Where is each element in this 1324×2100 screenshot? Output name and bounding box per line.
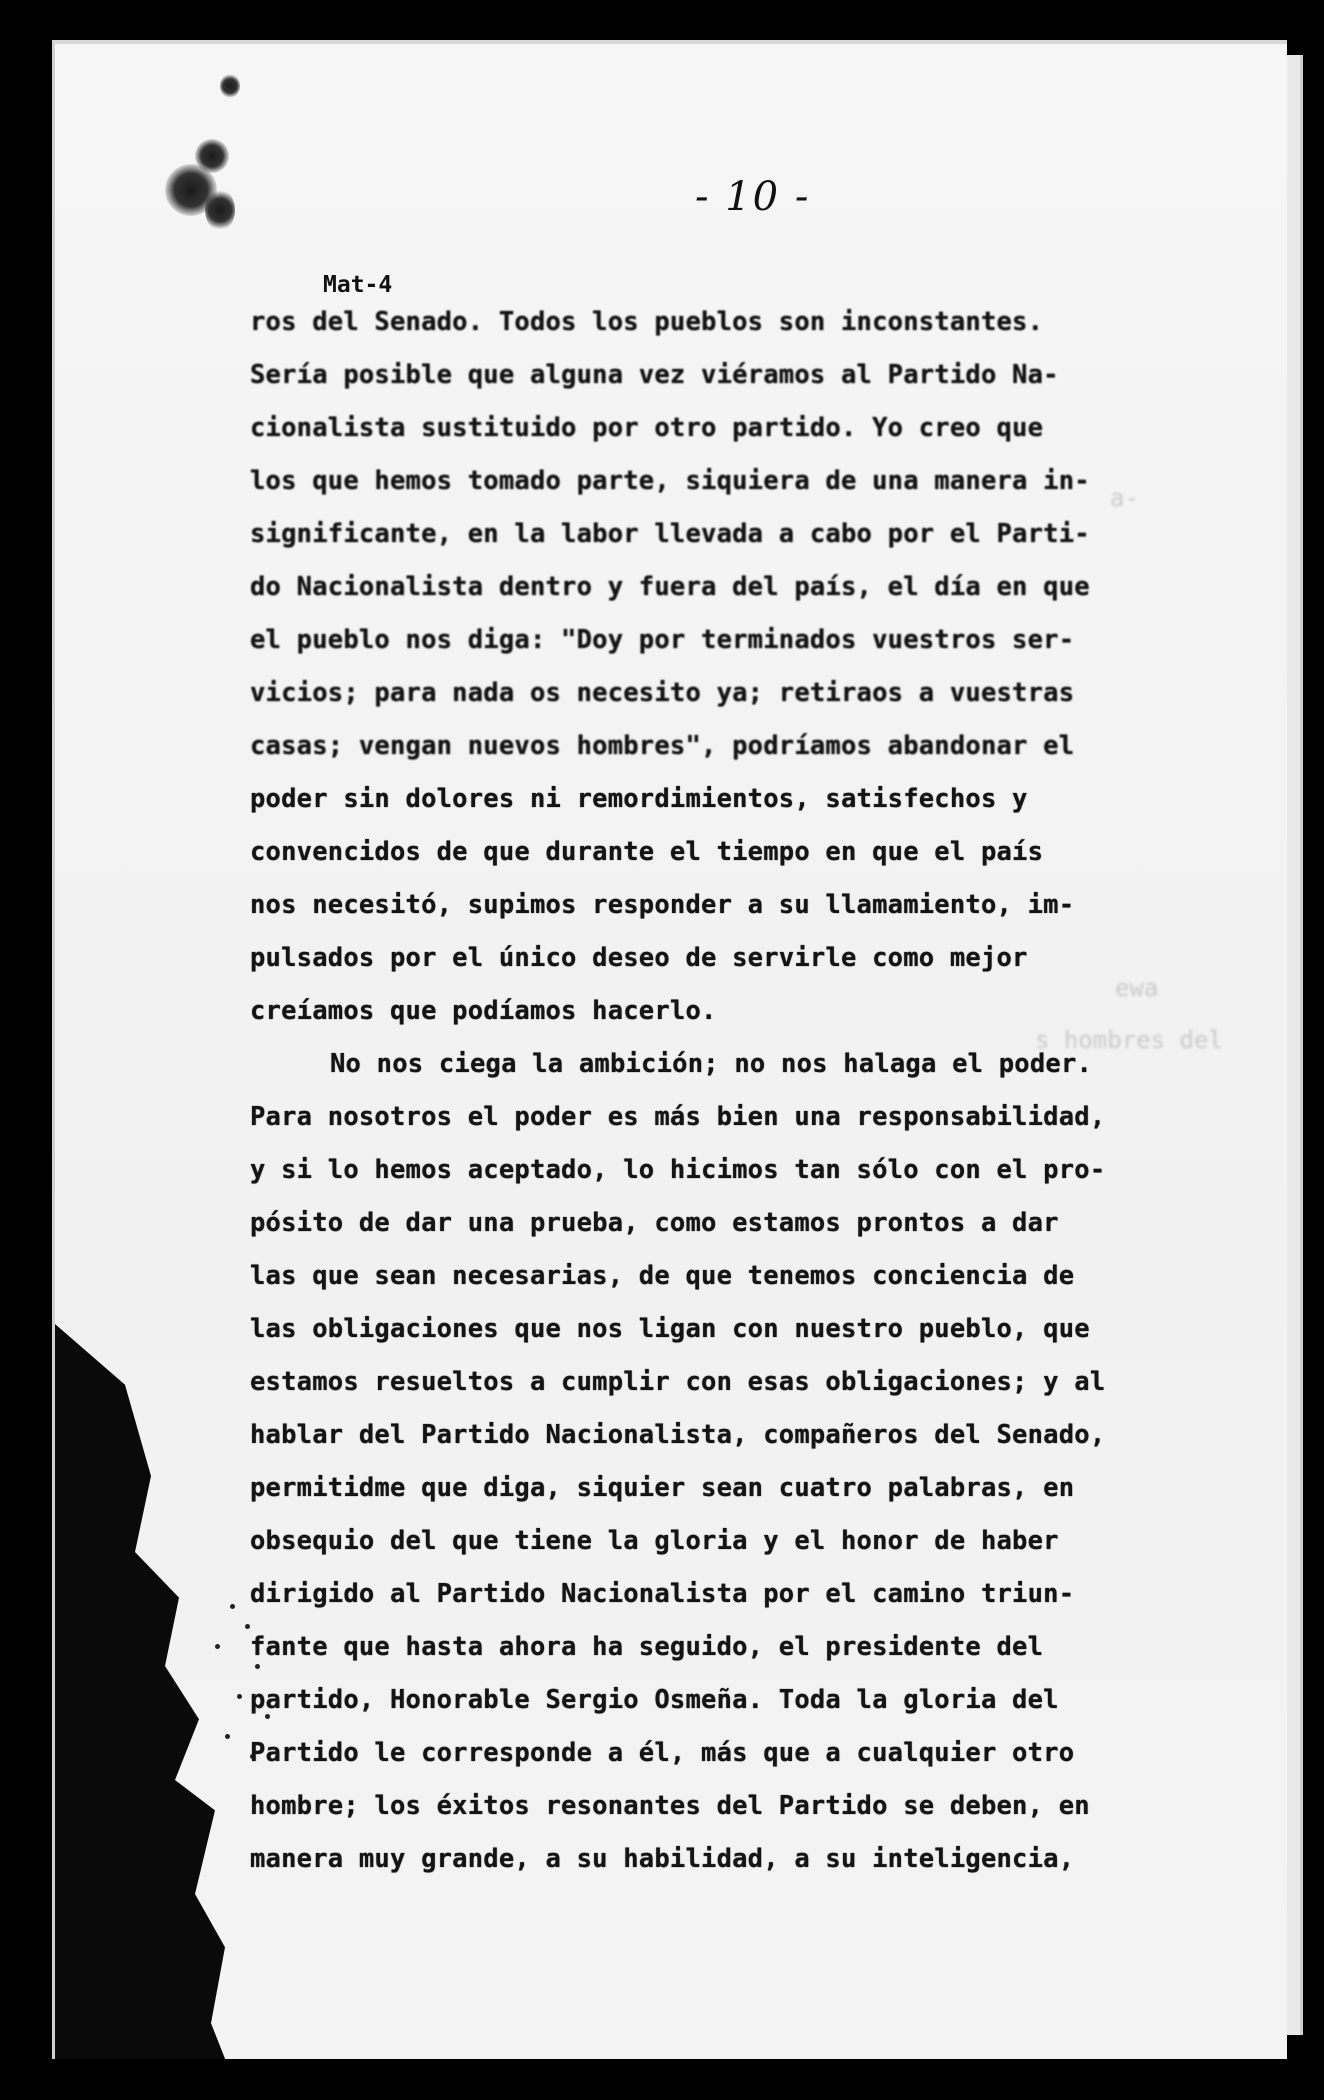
text-line: los que hemos tomado parte, siquiera de una manera in- [250,466,1090,496]
text-line: partido, Honorable Sergio Osmeña. Toda la gloria del [250,1685,1059,1715]
text-line: ros del Senado. Todos los pueblos son inconstantes. [250,307,1044,337]
ink-speck [215,1644,220,1649]
text-line: fante que hasta ahora ha seguido, el presidente del [250,1632,1044,1662]
text-line: cionalista sustituido por otro partido. Yo creo que [250,413,1044,443]
text-line: las que sean necesarias, de que tenemos conciencia de [250,1261,1075,1291]
text-line: dirigido al Partido Nacionalista por el camino triun- [250,1579,1075,1609]
text-line: hablar del Partido Nacionalista, compañeros del Senado, [250,1420,1106,1450]
text-line: estamos resueltos a cumplir con esas obligaciones; y al [250,1367,1106,1397]
text-line: do Nacionalista dentro y fuera del país, el día en que [250,572,1090,602]
text-line: nos necesitó, supimos responder a su llamamiento, im- [250,890,1075,920]
show-through-text: ewa [1115,974,1159,1002]
text-line: Sería posible que alguna vez viéramos al Partido Na- [250,360,1059,390]
text-line: creíamos que podíamos hacerlo. [250,996,717,1026]
show-through-text: a- [1110,484,1139,512]
ink-speck [237,1694,242,1699]
ink-speck [225,1734,230,1739]
text-line: las obligaciones que nos ligan con nuestro pueblo, que [250,1314,1090,1344]
text-line: pósito de dar una prueba, como estamos prontos a dar [250,1208,1059,1238]
text-line: No nos ciega la ambición; no nos halaga el poder. [330,1049,1093,1079]
ink-speck [230,1604,235,1609]
ink-stain [220,74,240,98]
body-text [250,296,1110,1886]
text-line: significante, en la labor llevada a cabo por el Parti- [250,519,1090,549]
text-line: poder sin dolores ni remordimientos, satisfechos y [250,784,1028,814]
text-line: el pueblo nos diga: "Doy por terminados vuestros ser- [250,625,1075,655]
ink-stain [165,164,217,216]
text-line: y si lo hemos aceptado, lo hicimos tan sólo con el pro- [250,1155,1106,1185]
section-label: Mat-4 [323,272,393,298]
text-line: hombre; los éxitos resonantes del Partido se deben, en [250,1791,1090,1821]
text-line: obsequio del que tiene la gloria y el honor de haber [250,1526,1059,1556]
text-line: convencidos de que durante el tiempo en que el país [250,837,1044,867]
text-line: vicios; para nada os necesito ya; retiraos a vuestras [250,678,1075,708]
text-line: casas; vengan nuevos hombres", podríamos abandonar el [250,731,1075,761]
text-line: permitidme que diga, siquier sean cuatro palabras, en [250,1473,1075,1503]
text-line: pulsados por el único deseo de servirle como mejor [250,943,1028,973]
text-line: Para nosotros el poder es más bien una responsabilidad, [250,1102,1106,1132]
torn-page-edge [55,1324,255,2059]
page-number: - 10 - [695,174,811,220]
show-through-text: s hombres del [1035,1026,1223,1054]
text-line: Partido le corresponde a él, más que a cualquier otro [250,1738,1075,1768]
text-line: manera muy grande, a su habilidad, a su inteligencia, [250,1844,1075,1874]
